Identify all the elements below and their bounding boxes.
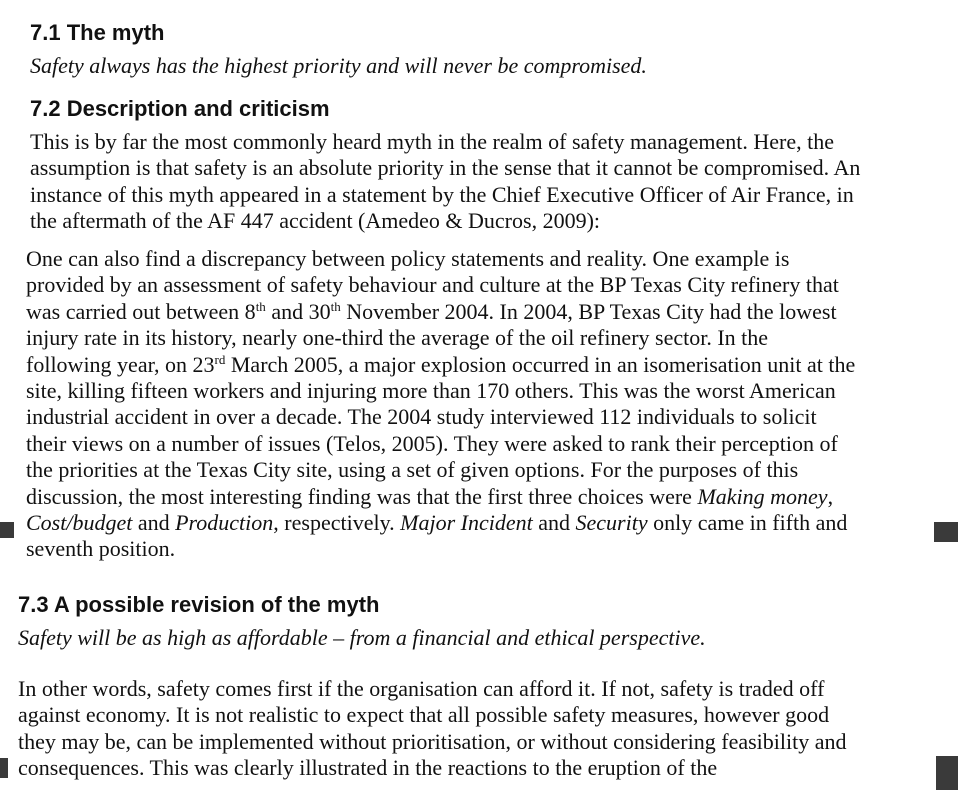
text-line: instance of this myth appeared in a statement by the Chief Executive Officer of Air France, in: [30, 181, 854, 207]
section-7-3-statement: Safety will be as high as affordable – from a financial and ethical perspective.: [18, 625, 706, 650]
section-7-1-statement: Safety always has the highest priority and will never be compromised.: [30, 53, 647, 78]
text-line: injury rate in its history, nearly one-third the average of the oil refinery sector. In the: [26, 325, 769, 351]
left-edge-marker-bottom: [0, 758, 8, 778]
text-line: [26, 484, 855, 510]
text-line: the aftermath of the AF 447 accident (Amedeo & Ducros, 2009):: [30, 208, 601, 234]
text-line: the priorities at the Texas City site, using a set of given options. For the purposes of this: [26, 457, 799, 483]
ordinal-suffix: rd: [214, 351, 226, 367]
text-run: was carried out between 8: [26, 298, 256, 324]
text-run: , respectively.: [273, 510, 401, 536]
section-7-3-paragraph: [18, 676, 846, 782]
text-line: This is by far the most commonly heard myth in the realm of safety management. Here, the: [30, 129, 834, 154]
right-edge-marker: [934, 522, 958, 542]
text-line: In other words, safety comes first if the organisation can afford it. If not, safety is traded off: [18, 676, 825, 701]
text-line: they may be, can be implemented without prioritisation, or without considering feasibility and: [18, 728, 847, 754]
ordinal-suffix: th: [330, 298, 341, 314]
text-run: discussion, the most interesting finding was that the first three choices were: [26, 483, 698, 509]
italic-term: Security: [575, 510, 648, 536]
text-run: March 2005, a major explosion occurred in an isomerisation unit at the: [225, 351, 856, 377]
text-run: and 30: [265, 298, 331, 324]
text-run: ,: [827, 483, 834, 509]
text-line: consequences. This was clearly illustrated in the reactions to the eruption of the: [18, 755, 718, 781]
text-line: assumption is that safety is an absolute priority in the sense that it cannot be compromised. An: [30, 155, 861, 181]
text-line: [26, 352, 855, 378]
left-edge-marker: [0, 522, 14, 538]
section-7-2-paragraph: [30, 129, 860, 235]
italic-term: Production: [175, 510, 274, 536]
italic-term: Major Incident: [400, 510, 533, 536]
right-edge-marker-bottom: [936, 756, 958, 790]
text-line: [26, 299, 855, 325]
text-line: industrial accident in over a decade. The 2004 study interviewed 112 individuals to solicit: [26, 404, 817, 430]
section-7-3-heading: 7.3 A possible revision of the myth: [18, 592, 380, 617]
text-run: and: [132, 510, 176, 536]
italic-term: Making money: [697, 483, 828, 509]
text-line: site, killing fifteen workers and injuring more than 170 others. This was the worst American: [26, 378, 836, 404]
text-run: only came in fifth and: [647, 510, 848, 536]
text-line: against economy. It is not realistic to expect that all possible safety measures, however good: [18, 702, 830, 728]
section-7-1-heading: 7.1 The myth: [30, 20, 165, 45]
italic-term: Cost/budget: [26, 510, 133, 536]
text-line: seventh position.: [26, 536, 176, 562]
text-run: and: [532, 510, 576, 536]
text-run: November 2004. In 2004, BP Texas City had the lowest: [340, 298, 837, 324]
text-line: One can also find a discrepancy between policy statements and reality. One example is: [26, 246, 790, 271]
ordinal-suffix: th: [255, 298, 266, 314]
text-line: provided by an assessment of safety behaviour and culture at the BP Texas City refinery that: [26, 272, 839, 298]
text-line: their views on a number of issues (Telos, 2005). They were asked to rank their perception of: [26, 430, 838, 456]
text-line: [26, 510, 855, 536]
discrepancy-paragraph: [26, 246, 855, 563]
section-7-2-heading: 7.2 Description and criticism: [30, 96, 330, 121]
text-run: following year, on 23: [26, 351, 215, 377]
